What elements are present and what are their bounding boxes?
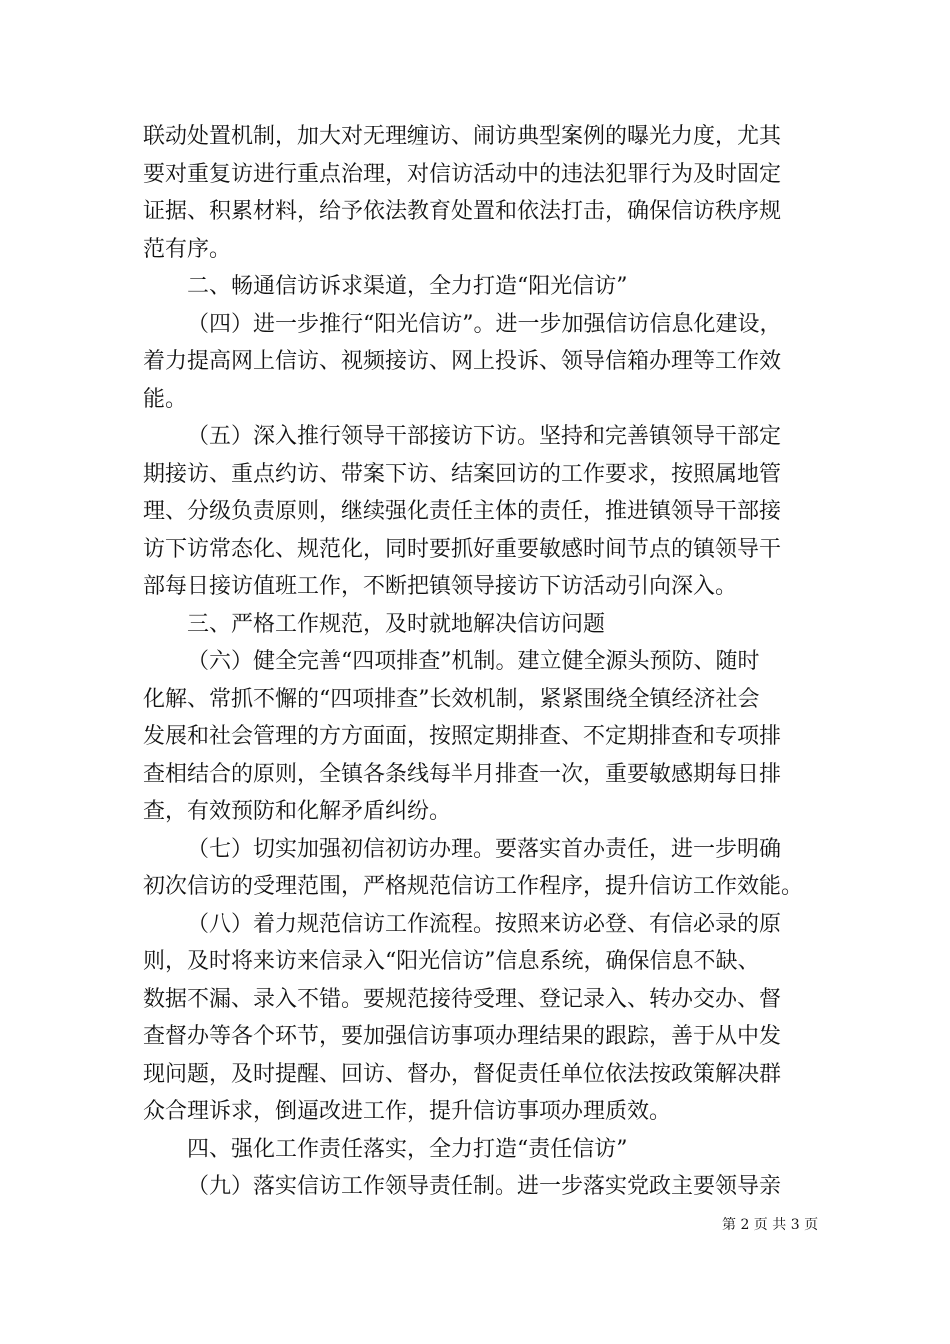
text-line: 现问题，及时提醒、回访、督办，督促责任单位依法按政策解决群 <box>143 1061 782 1087</box>
text-line: 证据、积累材料，给予依法教育处置和依法打击，确保信访秩序规 <box>143 199 782 224</box>
text-line: 期接访、重点约访、带案下访、结案回访的工作要求，按照属地管 <box>143 461 782 487</box>
text-line: 访下访常态化、规范化，同时要抓好重要敏感时间节点的镇领导干 <box>143 536 782 562</box>
text-line: 查，有效预防和化解矛盾纠纷。 <box>143 799 452 824</box>
text-line: 众合理诉求，倒逼改进工作，提升信访事项办理质效。 <box>143 1099 672 1124</box>
text-line: 联动处置机制，加大对无理缠访、闹访典型案例的曝光力度，尤其 <box>143 124 782 149</box>
text-line: 能。 <box>143 386 188 412</box>
text-line: （八）着力规范信访工作流程。按照来访必登、有信必录的原 <box>187 911 782 937</box>
text-line: 则，及时将来访来信录入“阳光信访”信息系统，确保信息不缺、 <box>143 949 760 974</box>
text-line: 范有序。 <box>143 236 232 262</box>
text-line: 部每日接访值班工作，不断把镇领导接访下访活动引向深入。 <box>143 574 738 599</box>
text-line: 着力提高网上信访、视频接访、网上投诉、领导信箱办理等工作效 <box>143 349 782 374</box>
text-line: （九）落实信访工作领导责任制。进一步落实党政主要领导亲 <box>187 1174 782 1199</box>
text-line: 要对重复访进行重点治理，对信访活动中的违法犯罪行为及时固定 <box>143 161 782 187</box>
text-line: 三、严格工作规范，及时就地解决信访问题 <box>187 611 606 637</box>
text-line: （四）进一步推行“阳光信访”。进一步加强信访信息化建设， <box>187 311 782 337</box>
text-line: 查相结合的原则，全镇各条线每半月排查一次，重要敏感期每日排 <box>143 761 782 787</box>
text-line: （七）切实加强初信初访办理。要落实首办责任，进一步明确 <box>187 836 782 862</box>
text-line: 四、强化工作责任落实，全力打造“责任信访” <box>187 1136 628 1162</box>
text-line: 理、分级负责原则，继续强化责任主体的责任，推进镇领导干部接 <box>143 499 782 524</box>
text-line: 初次信访的受理范围，严格规范信访工作程序，提升信访工作效能。 <box>143 874 804 899</box>
text-line: 发展和社会管理的方方面面，按照定期排查、不定期排查和专项排 <box>143 724 782 749</box>
text-line: （六）健全完善“四项排查”机制。建立健全源头预防、随时 <box>187 649 760 674</box>
text-line: （五）深入推行领导干部接访下访。坚持和完善镇领导干部定 <box>187 424 782 449</box>
text-line: 化解、常抓不懈的“四项排查”长效机制，紧紧围绕全镇经济社会 <box>143 686 760 712</box>
document-body <box>143 118 808 1206</box>
text-line: 二、畅通信访诉求渠道，全力打造“阳光信访” <box>187 274 628 299</box>
page-number: 第 2 页 共 3 页 <box>722 1217 819 1233</box>
text-line: 数据不漏、录入不错。要规范接待受理、登记录入、转办交办、督 <box>143 986 782 1012</box>
text-line: 查督办等各个环节，要加强信访事项办理结果的跟踪，善于从中发 <box>143 1024 782 1049</box>
